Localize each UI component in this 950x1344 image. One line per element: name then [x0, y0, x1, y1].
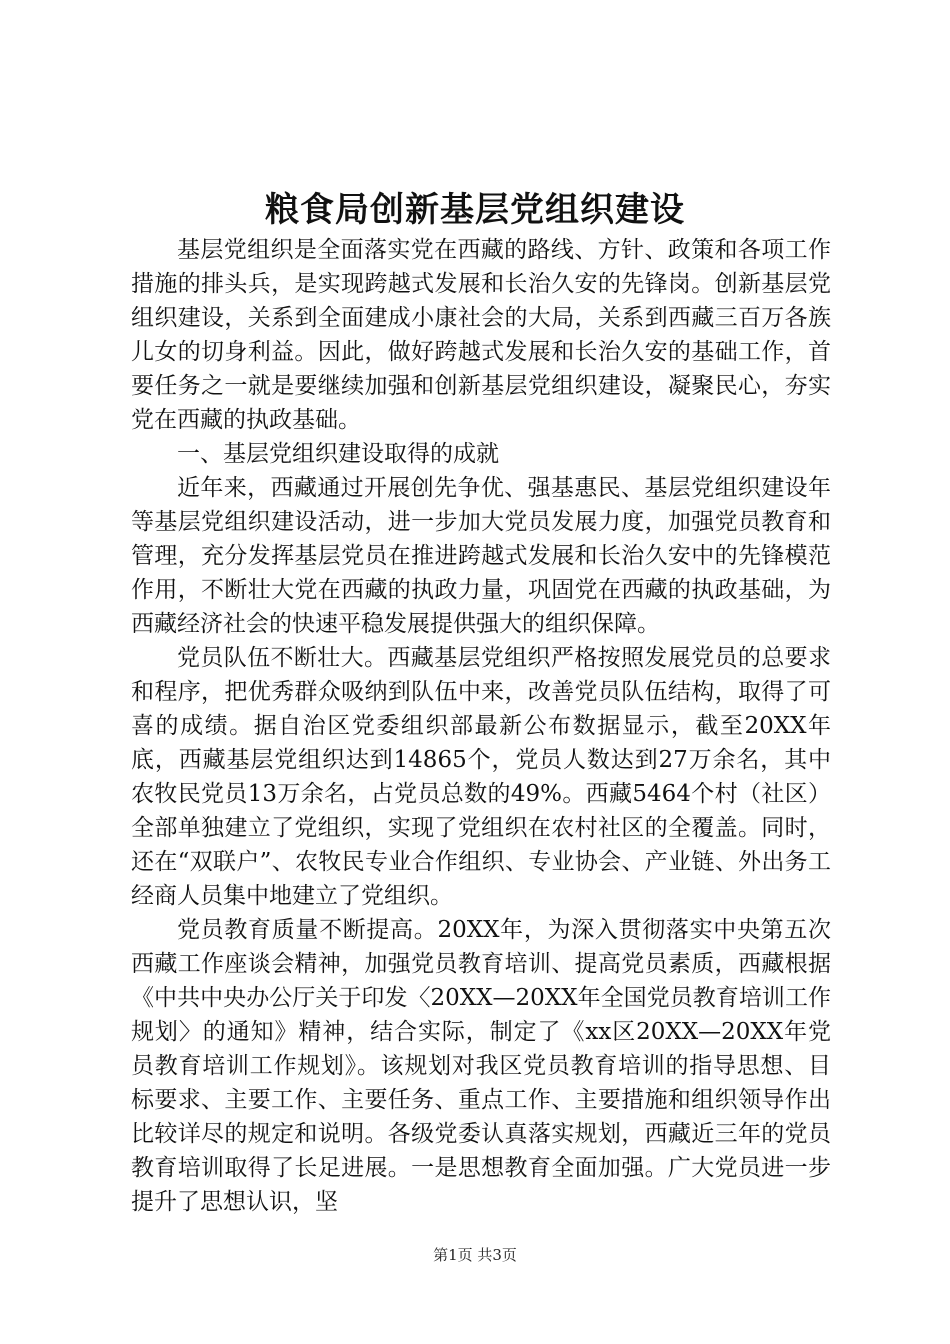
document-body [131, 233, 831, 1219]
section-heading: 一、基层党组织建设取得的成就 [177, 441, 499, 467]
paragraph-achievements: 近年来，西藏通过开展创先争优、强基惠民、基层党组织建设年等基层党组织建设活动，进一步加大党员发展力度，加强党员教育和管理，充分发挥基层党员在推进跨越式发展和长治久安中的先锋模范作用，不断壮大党在西藏的执政力量，巩固党在西藏的执政基础，为西藏经济社会的快速平稳发展提供强大的组织保障。 [131, 475, 831, 637]
document-title: 粮食局创新基层党组织建设 [265, 190, 685, 230]
page-footer: 第1页 共3页 [433, 1246, 517, 1264]
paragraph-intro: 基层党组织是全面落实党在西藏的路线、方针、政策和各项工作措施的排头兵，是实现跨越式发展和长治久安的先锋岗。创新基层党组织建设，关系到全面建成小康社会的大局，关系到西藏三百万各族儿女的切身利益。因此，做好跨越式发展和长治久安的基础工作，首要任务之一就是要继续加强和创新基层党组织建设，凝聚民心，夯实党在西藏的执政基础。 [131, 237, 831, 433]
paragraph-education: 党员教育质量不断提高。20XX年，为深入贯彻落实中央第五次西藏工作座谈会精神，加强党员教育培训、提高党员素质，西藏根据《中共中央办公厅关于印发〈20XX—20XX年全国党员教育培训工作规划〉的通知》精神，结合实际，制定了《xx区20XX—20XX年党员教育培训工作规划》。该规划对我区党员教育培训的指导思想、目标要求、主要工作、主要任务、重点工作、主要措施和组织领导作出比较详尽的规定和说明。各级党委认真落实规划，西藏近三年的党员教育培训取得了长足进展。一是思想教育全面加强。广大党员进一步提升了思想认识，坚 [131, 917, 831, 1215]
paragraph-membership: 党员队伍不断壮大。西藏基层党组织严格按照发展党员的总要求和程序，把优秀群众吸纳到队伍中来，改善党员队伍结构，取得了可喜的成绩。据自治区党委组织部最新公布数据显示，截至20XX年底，西藏基层党组织达到14865个，党员人数达到27万余名，其中农牧民党员13万余名，占党员总数的49%。西藏5464个村（社区）全部单独建立了党组织，实现了党组织在农村社区的全覆盖。同时，还在“双联户”、农牧民专业合作组织、专业协会、产业链、外出务工经商人员集中地建立了党组织。 [131, 645, 831, 909]
